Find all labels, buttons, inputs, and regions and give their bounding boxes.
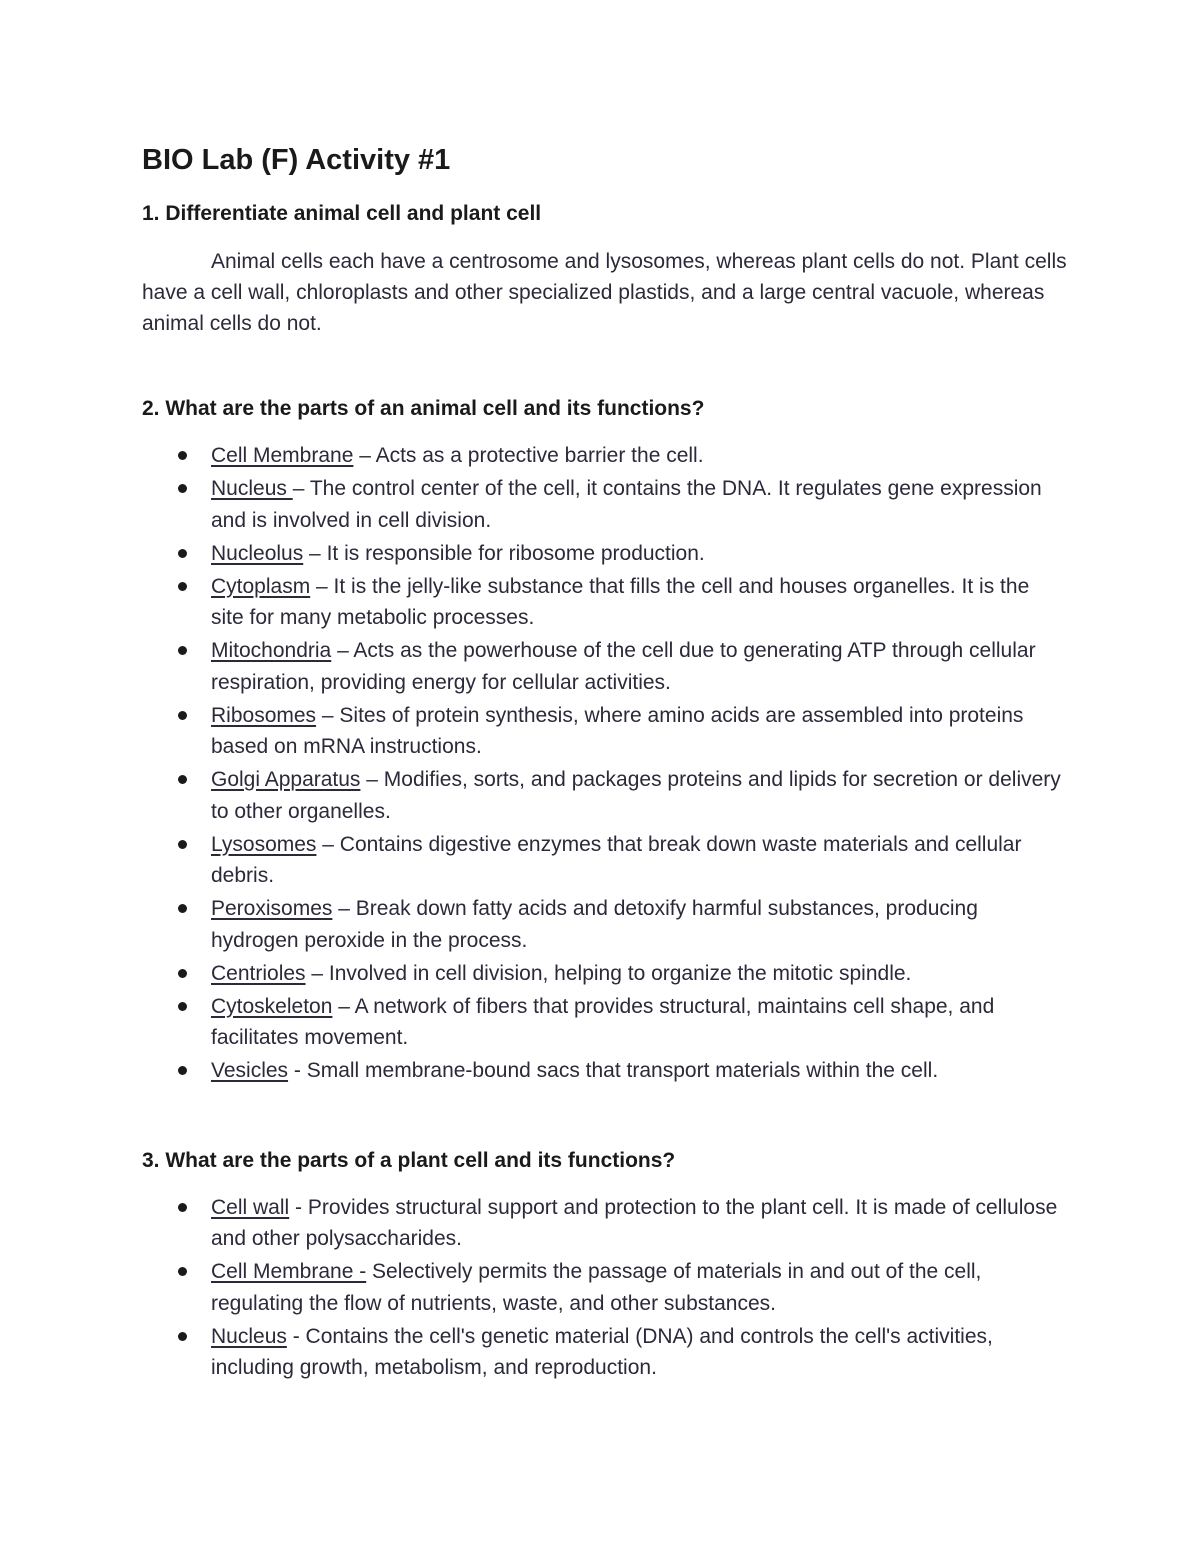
part-description: – It is responsible for ribosome production.: [303, 541, 705, 565]
part-term: Cytoskeleton: [211, 994, 333, 1018]
part-description: – Acts as the powerhouse of the cell due to generating ATP through cellular respiration, providing energy for cellular activities.: [211, 639, 1036, 694]
list-item: [142, 571, 1067, 634]
animal-cell-parts-list: [142, 440, 1067, 1087]
bullet-icon: [178, 451, 187, 460]
list-item: [142, 829, 1067, 892]
part-description: – A network of fibers that provides structural, maintains cell shape, and facilitates movement.: [211, 994, 995, 1049]
part-term: Centrioles: [211, 961, 306, 985]
list-item: [142, 1192, 1067, 1255]
bullet-icon: [178, 1203, 187, 1212]
part-description: – Break down fatty acids and detoxify harmful substances, producing hydrogen peroxide in the process.: [211, 897, 978, 952]
part-term: Cell Membrane: [211, 444, 354, 467]
bullet-icon: [178, 646, 187, 655]
bullet-icon: [178, 1066, 187, 1075]
bullet-icon: [178, 1002, 187, 1011]
question-1-answer: Animal cells each have a centrosome and lysosomes, whereas plant cells do not. Plant cells have a cell wall, chloroplasts and other specialized plastids, and a large central vacuole, whereas animal cells do not.: [142, 250, 1067, 335]
list-item: [142, 440, 1067, 472]
list-item: [142, 538, 1067, 570]
part-term: Peroxisomes: [211, 897, 333, 920]
list-item: [142, 1256, 1067, 1319]
part-description: - Provides structural support and protection to the plant cell. It is made of cellulose and other polysaccharides.: [211, 1195, 1058, 1250]
list-item: [142, 635, 1067, 698]
part-term: Cell wall: [211, 1195, 290, 1219]
part-description: – Acts as a protective barrier the cell.: [353, 444, 704, 467]
bullet-icon: [178, 775, 187, 784]
list-item: [142, 958, 1067, 990]
part-description: – Contains digestive enzymes that break down waste materials and cellular debris.: [211, 832, 1022, 887]
part-term: Lysosomes: [211, 832, 317, 856]
question-3-heading: 3. What are the parts of a plant cell and its functions?: [142, 1148, 676, 1172]
part-description: – The control center of the cell, it contains the DNA. It regulates gene expression and is involved in cell division.: [211, 477, 1042, 532]
bullet-icon: [178, 711, 187, 720]
part-description: – Sites of protein synthesis, where amino acids are assembled into proteins based on mRNA instructions.: [211, 703, 1024, 758]
part-description: - Small membrane-bound sacs that transport materials within the cell.: [288, 1059, 939, 1082]
list-item: [142, 893, 1067, 956]
document-page: [142, 140, 1067, 1385]
bullet-icon: [178, 969, 187, 978]
plant-cell-parts-list: [142, 1192, 1067, 1384]
document-title: BIO Lab (F) Activity #1: [142, 144, 451, 176]
bullet-icon: [178, 549, 187, 558]
bullet-icon: [178, 484, 187, 493]
list-item: [142, 473, 1067, 536]
part-term: Golgi Apparatus: [211, 768, 361, 791]
bullet-icon: [178, 582, 187, 591]
bullet-icon: [178, 840, 187, 849]
part-description: – Involved in cell division, helping to organize the mitotic spindle.: [305, 961, 912, 985]
part-term: Ribosomes: [211, 703, 317, 727]
question-2-heading: 2. What are the parts of an animal cell and its functions?: [142, 397, 705, 420]
part-term: Vesicles: [211, 1059, 289, 1082]
part-term: Cell Membrane -: [211, 1260, 367, 1283]
part-description: Selectively permits the passage of materials in and out of the cell, regulating the flow of nutrients, waste, and other substances.: [211, 1260, 982, 1315]
part-description: - Contains the cell's genetic material (DNA) and controls the cell's activities, including growth, metabolism, and reproduction.: [211, 1324, 993, 1379]
part-term: Cytoplasm: [211, 574, 311, 598]
list-item: [142, 1321, 1067, 1384]
bullet-icon: [178, 1267, 187, 1276]
bullet-icon: [178, 904, 187, 913]
bullet-icon: [178, 1332, 187, 1341]
question-1-heading: 1. Differentiate animal cell and plant cell: [142, 202, 542, 225]
list-item: [142, 1055, 1067, 1087]
part-term: Nucleolus: [211, 541, 304, 565]
part-term: Nucleus: [211, 477, 293, 500]
list-item: [142, 764, 1067, 827]
list-item: [142, 991, 1067, 1054]
part-description: – Modifies, sorts, and packages proteins and lipids for secretion or delivery to other organelles.: [211, 768, 1061, 823]
part-term: Mitochondria: [211, 639, 332, 662]
part-description: – It is the jelly-like substance that fills the cell and houses organelles. It is the site for many metabolic processes.: [211, 574, 1030, 629]
list-item: [142, 700, 1067, 763]
part-term: Nucleus: [211, 1324, 287, 1348]
